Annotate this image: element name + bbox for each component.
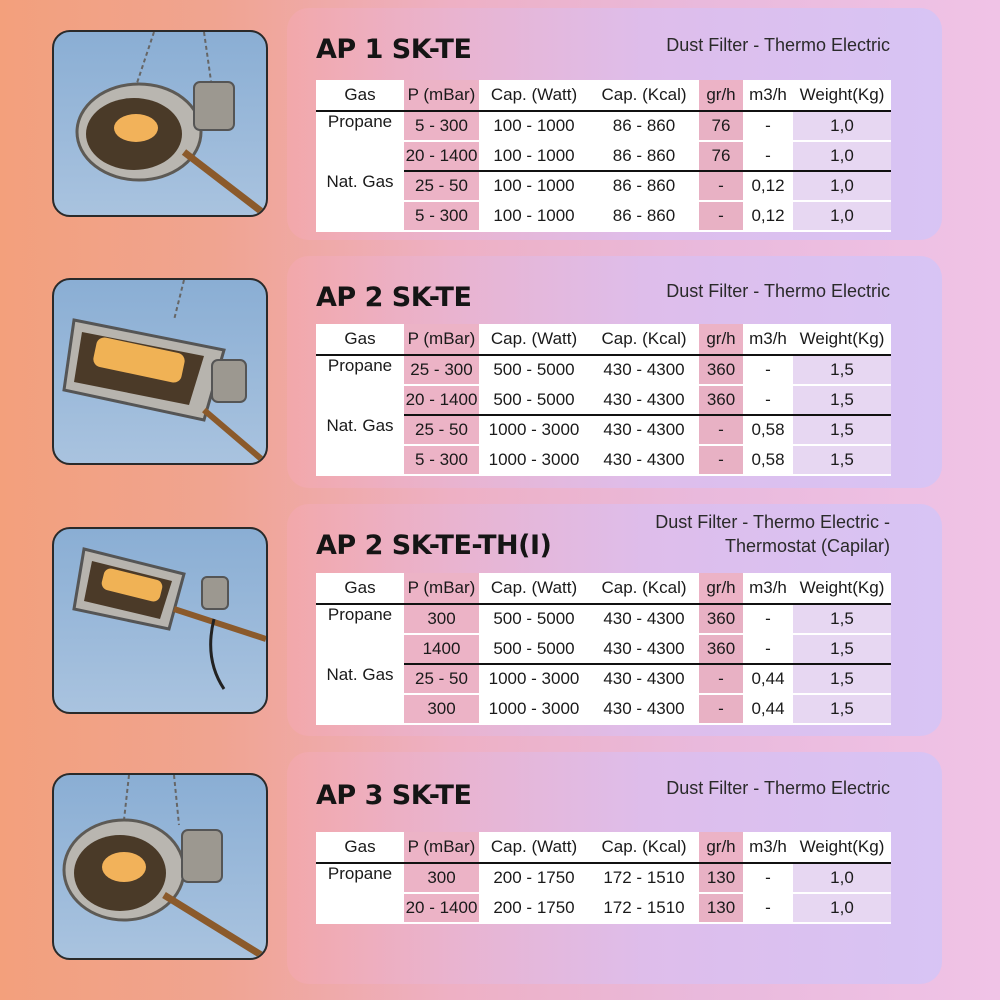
gr-h-cell: 76 [699, 111, 743, 141]
header-gas: Gas [316, 80, 404, 111]
product-title: AP 2 SK-TE [316, 282, 472, 313]
header-gr-h: gr/h [699, 80, 743, 111]
gr-h-cell: - [699, 415, 743, 445]
product-photo-ap2 [52, 278, 268, 465]
cap-kcal-cell: 86 - 860 [589, 141, 699, 171]
gr-h-cell: - [699, 201, 743, 231]
table-header-row [316, 80, 891, 111]
table-row [316, 863, 891, 893]
header-cap-kcal: Cap. (Kcal) [589, 324, 699, 355]
pressure-cell: 25 - 300 [404, 355, 479, 385]
product-title: AP 3 SK-TE [316, 780, 472, 811]
weight-cell: 1,5 [793, 415, 891, 445]
gas-type-cell: Propane [316, 111, 404, 171]
table-row [316, 664, 891, 694]
header-cap-watt: Cap. (Watt) [479, 80, 589, 111]
gas-type-cell: Propane [316, 355, 404, 415]
product-photo-ap1 [52, 30, 268, 217]
table-row [316, 171, 891, 201]
product-photo-ap2-th [52, 527, 268, 714]
weight-cell: 1,5 [793, 385, 891, 415]
gr-h-cell: - [699, 445, 743, 475]
weight-cell: 1,5 [793, 664, 891, 694]
pressure-cell: 1400 [404, 634, 479, 664]
cap-watt-cell: 200 - 1750 [479, 863, 589, 893]
product-subtitle [666, 33, 890, 57]
m3-h-cell: 0,58 [743, 415, 793, 445]
cap-watt-cell: 100 - 1000 [479, 171, 589, 201]
pressure-cell: 5 - 300 [404, 445, 479, 475]
cap-kcal-cell: 430 - 4300 [589, 664, 699, 694]
pressure-cell: 300 [404, 604, 479, 634]
cap-watt-cell: 100 - 1000 [479, 111, 589, 141]
header-gr-h: gr/h [699, 324, 743, 355]
pressure-cell: 20 - 1400 [404, 385, 479, 415]
pressure-cell: 20 - 1400 [404, 893, 479, 923]
table-row [316, 355, 891, 385]
pressure-cell: 5 - 300 [404, 201, 479, 231]
cap-kcal-cell: 430 - 4300 [589, 445, 699, 475]
cap-kcal-cell: 86 - 860 [589, 201, 699, 231]
header-m3-h: m3/h [743, 832, 793, 863]
header-gr-h: gr/h [699, 832, 743, 863]
weight-cell: 1,5 [793, 355, 891, 385]
product-subtitle [655, 510, 890, 558]
m3-h-cell: - [743, 604, 793, 634]
table-header-row [316, 573, 891, 604]
gas-type-cell: Nat. Gas [316, 415, 404, 475]
product-title: AP 1 SK-TE [316, 34, 472, 65]
gr-h-cell: 76 [699, 141, 743, 171]
pressure-cell: 25 - 50 [404, 415, 479, 445]
header-m3-h: m3/h [743, 324, 793, 355]
product-subtitle [666, 776, 890, 800]
header-weight: Weight(Kg) [793, 324, 891, 355]
header-pressure: P (mBar) [404, 80, 479, 111]
header-weight: Weight(Kg) [793, 832, 891, 863]
cap-watt-cell: 1000 - 3000 [479, 415, 589, 445]
pressure-cell: 300 [404, 694, 479, 724]
heater-lamp-image [54, 32, 266, 215]
header-cap-watt: Cap. (Watt) [479, 573, 589, 604]
product-title: AP 2 SK-TE-TH(I) [316, 530, 552, 561]
cap-kcal-cell: 430 - 4300 [589, 385, 699, 415]
gr-h-cell: 360 [699, 385, 743, 415]
header-weight: Weight(Kg) [793, 80, 891, 111]
cap-watt-cell: 500 - 5000 [479, 385, 589, 415]
weight-cell: 1,0 [793, 171, 891, 201]
header-m3-h: m3/h [743, 80, 793, 111]
gas-type-cell: Propane [316, 863, 404, 923]
cap-kcal-cell: 430 - 4300 [589, 415, 699, 445]
cap-kcal-cell: 430 - 4300 [589, 694, 699, 724]
header-weight: Weight(Kg) [793, 573, 891, 604]
spec-table [316, 573, 891, 725]
cap-watt-cell: 100 - 1000 [479, 141, 589, 171]
m3-h-cell: 0,12 [743, 201, 793, 231]
cap-watt-cell: 500 - 5000 [479, 634, 589, 664]
table-header-row [316, 832, 891, 863]
subtitle-line: Dust Filter - Thermo Electric [666, 35, 890, 55]
cap-kcal-cell: 430 - 4300 [589, 604, 699, 634]
product-photo-ap3 [52, 773, 268, 960]
weight-cell: 1,5 [793, 694, 891, 724]
weight-cell: 1,0 [793, 863, 891, 893]
m3-h-cell: 0,12 [743, 171, 793, 201]
gas-type-cell: Nat. Gas [316, 171, 404, 231]
cap-watt-cell: 500 - 5000 [479, 355, 589, 385]
gas-type-cell: Nat. Gas [316, 664, 404, 724]
header-gas: Gas [316, 573, 404, 604]
cap-watt-cell: 500 - 5000 [479, 604, 589, 634]
heater-lamp-image [54, 775, 266, 958]
table-row [316, 415, 891, 445]
pressure-cell: 20 - 1400 [404, 141, 479, 171]
cap-kcal-cell: 172 - 1510 [589, 863, 699, 893]
weight-cell: 1,5 [793, 634, 891, 664]
m3-h-cell: - [743, 111, 793, 141]
gr-h-cell: 360 [699, 634, 743, 664]
weight-cell: 1,5 [793, 604, 891, 634]
cap-kcal-cell: 86 - 860 [589, 111, 699, 141]
header-cap-kcal: Cap. (Kcal) [589, 80, 699, 111]
cap-watt-cell: 1000 - 3000 [479, 445, 589, 475]
product-subtitle [666, 279, 890, 303]
m3-h-cell: - [743, 863, 793, 893]
subtitle-line: Thermostat (Capilar) [724, 536, 890, 556]
pressure-cell: 25 - 50 [404, 171, 479, 201]
cap-kcal-cell: 172 - 1510 [589, 893, 699, 923]
cap-kcal-cell: 86 - 860 [589, 171, 699, 201]
subtitle-line: Dust Filter - Thermo Electric - [655, 512, 890, 532]
spec-table [316, 80, 891, 232]
pressure-cell: 5 - 300 [404, 111, 479, 141]
header-pressure: P (mBar) [404, 573, 479, 604]
m3-h-cell: - [743, 355, 793, 385]
m3-h-cell: 0,58 [743, 445, 793, 475]
weight-cell: 1,0 [793, 201, 891, 231]
table-row [316, 604, 891, 634]
cap-watt-cell: 100 - 1000 [479, 201, 589, 231]
gr-h-cell: 360 [699, 604, 743, 634]
weight-cell: 1,0 [793, 111, 891, 141]
gas-type-cell: Propane [316, 604, 404, 664]
table-header-row [316, 324, 891, 355]
header-gas: Gas [316, 324, 404, 355]
pressure-cell: 300 [404, 863, 479, 893]
table-row [316, 111, 891, 141]
gr-h-cell: 130 [699, 893, 743, 923]
spec-table [316, 324, 891, 476]
header-pressure: P (mBar) [404, 324, 479, 355]
m3-h-cell: - [743, 634, 793, 664]
m3-h-cell: - [743, 141, 793, 171]
header-pressure: P (mBar) [404, 832, 479, 863]
weight-cell: 1,0 [793, 141, 891, 171]
header-cap-kcal: Cap. (Kcal) [589, 573, 699, 604]
header-m3-h: m3/h [743, 573, 793, 604]
cap-kcal-cell: 430 - 4300 [589, 634, 699, 664]
subtitle-line: Dust Filter - Thermo Electric [666, 281, 890, 301]
m3-h-cell: 0,44 [743, 664, 793, 694]
weight-cell: 1,5 [793, 445, 891, 475]
gr-h-cell: - [699, 171, 743, 201]
header-gr-h: gr/h [699, 573, 743, 604]
heater-lamp-image [54, 280, 266, 463]
gr-h-cell: - [699, 694, 743, 724]
cap-watt-cell: 1000 - 3000 [479, 664, 589, 694]
header-cap-watt: Cap. (Watt) [479, 324, 589, 355]
cap-kcal-cell: 430 - 4300 [589, 355, 699, 385]
m3-h-cell: 0,44 [743, 694, 793, 724]
heater-lamp-image [54, 529, 266, 712]
pressure-cell: 25 - 50 [404, 664, 479, 694]
gr-h-cell: 360 [699, 355, 743, 385]
subtitle-line: Dust Filter - Thermo Electric [666, 778, 890, 798]
weight-cell: 1,0 [793, 893, 891, 923]
cap-watt-cell: 200 - 1750 [479, 893, 589, 923]
header-gas: Gas [316, 832, 404, 863]
gr-h-cell: 130 [699, 863, 743, 893]
cap-watt-cell: 1000 - 3000 [479, 694, 589, 724]
m3-h-cell: - [743, 385, 793, 415]
m3-h-cell: - [743, 893, 793, 923]
header-cap-kcal: Cap. (Kcal) [589, 832, 699, 863]
spec-table [316, 832, 891, 924]
gr-h-cell: - [699, 664, 743, 694]
header-cap-watt: Cap. (Watt) [479, 832, 589, 863]
